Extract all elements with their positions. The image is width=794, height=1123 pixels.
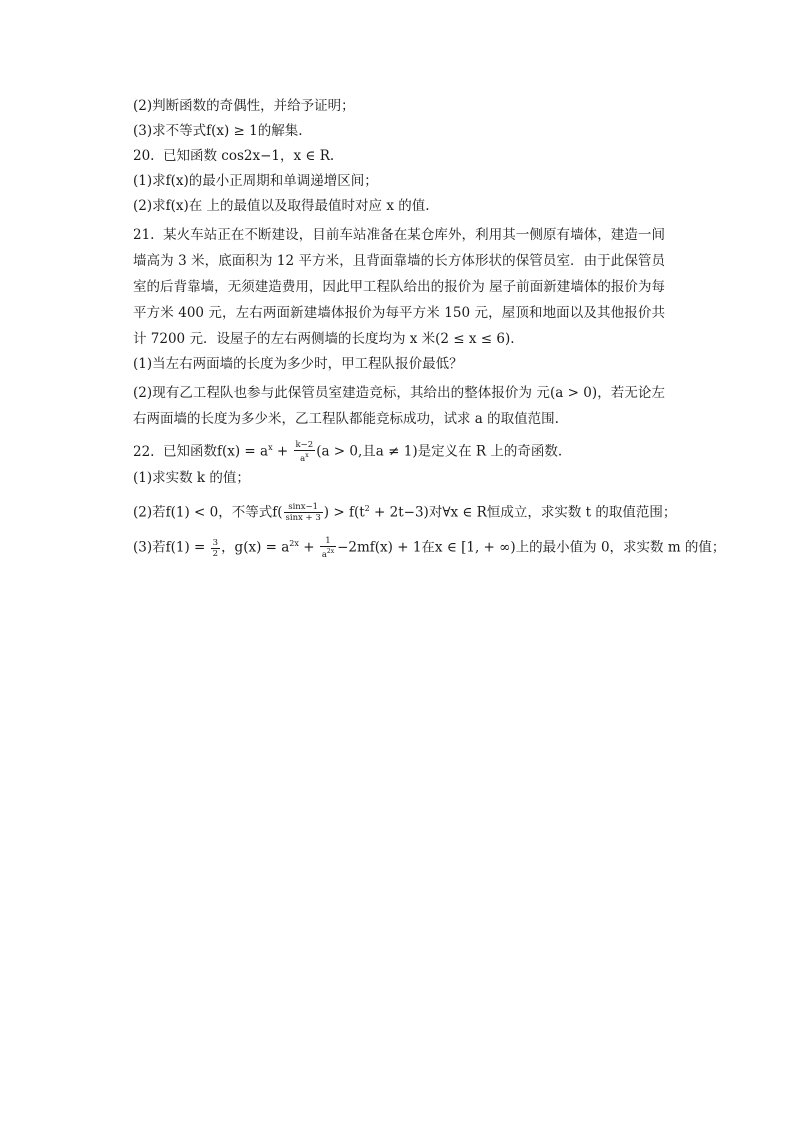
q22-part3-d: −2mf(x) + 1在x ∈ [1, + ∞)上的最小值为 0，求实数 m 的值； — [337, 539, 726, 556]
q20-part1: (1)求f(x)的最小正周期和单调递增区间； — [133, 173, 378, 189]
q22-stem-b: (a > 0,且a ≠ 1)是定义在 R 上的奇函数. — [316, 443, 563, 460]
q22-part3-fraction2 — [320, 536, 336, 560]
q22-stem-fraction — [294, 440, 316, 464]
q22-frac-den-base: a — [300, 453, 306, 464]
q22-part3-c: + — [298, 539, 319, 556]
q22-part3 — [133, 529, 726, 563]
q20-number: 20. — [133, 148, 155, 164]
q22-stem-sup: x — [268, 443, 273, 452]
q21-part1: (1)当左右两面墙的长度为多少时，甲工程队报价最低？ — [133, 356, 463, 372]
q20-part2: (2)求f(x)在 上的最值以及取得最值时对应 x 的值. — [133, 198, 430, 214]
q22-stem-a: 已知函数f(x) = a — [163, 443, 269, 460]
q19-part3: (3)求不等式f(x) ≥ 1的解集. — [133, 123, 303, 139]
q22-part3-sup: 2x — [289, 539, 299, 548]
q22-part2 — [133, 494, 677, 528]
q22-part2-frac-den: sinx + 3 — [285, 513, 321, 523]
q22-part3-fraction — [211, 538, 220, 559]
q19-part2: (2)判断函数的奇偶性，并给予证明； — [133, 98, 355, 114]
q22-part3-frac-num: 3 — [212, 537, 219, 548]
q20-stem-text: 已知函数 cos2x−1，x ∈ R. — [163, 148, 335, 164]
q22-part3-frac2-den-base: a — [321, 549, 327, 560]
q22-part3-b: ，g(x) = a — [221, 539, 290, 556]
q22-frac-den — [294, 451, 316, 464]
q22-stem-plus: + — [272, 443, 293, 460]
q22-number: 22. — [133, 443, 155, 460]
q21-stem-text: 某火车站正在不断建设，目前车站准备在某仓库外，利用其一侧原有墙体，建造一间墙高为 3 米，底面积为 12 平方米，且背面靠墙的长方体形状的保管员室．由于此保管员室的后背靠墙，无须建造费用，因此甲工程队给出的报价为 屋子前面新建墙体的报价为每平方米 400 元，左右两面新建墙体报价为每平方米 150 元，屋顶和地面以及其他报价共计 7200 元．设屋子的左右两侧墙的长度均为 x 米(2 ≤ x ≤ 6). — [133, 227, 665, 347]
q22-part1: (1)求实数 k 的值； — [133, 469, 250, 486]
q22-part2-frac-num: sinx−1 — [284, 502, 323, 513]
q21-stem — [133, 222, 665, 352]
q22-frac-num: k−2 — [295, 440, 314, 451]
q20-stem — [133, 147, 665, 165]
q22-stem — [133, 433, 665, 467]
q22-part3-frac-den: 2 — [212, 548, 219, 559]
q22-part3-a: (3)若f(1) = — [133, 539, 210, 556]
q22-part3-frac2-den — [320, 547, 336, 560]
q22-part2-b: ) > f(t — [323, 504, 365, 520]
q22-part2-c: + 2t−3)对∀x ∈ R恒成立，求实数 t 的取值范围； — [369, 504, 677, 520]
q22-part2-sup: 2 — [364, 503, 370, 513]
q22-part2-fraction — [284, 502, 323, 523]
q21-part2: (2)现有乙工程队也参与此保管员室建造竞标，其给出的整体报价为 元(a > 0)，若无论左右两面墙的长度为多少米，乙工程队都能竞标成功，试求 a 的取值范围. — [133, 385, 665, 427]
q22-frac-den-sup: x — [305, 452, 309, 460]
q22-part3-frac2-num: 1 — [320, 536, 336, 547]
q21-number: 21. — [133, 227, 155, 243]
q22-part3-frac2-den-sup: 2x — [326, 548, 335, 556]
exam-content — [133, 97, 726, 565]
q22-part2-a: (2)若f(1) < 0，不等式f( — [133, 504, 283, 520]
